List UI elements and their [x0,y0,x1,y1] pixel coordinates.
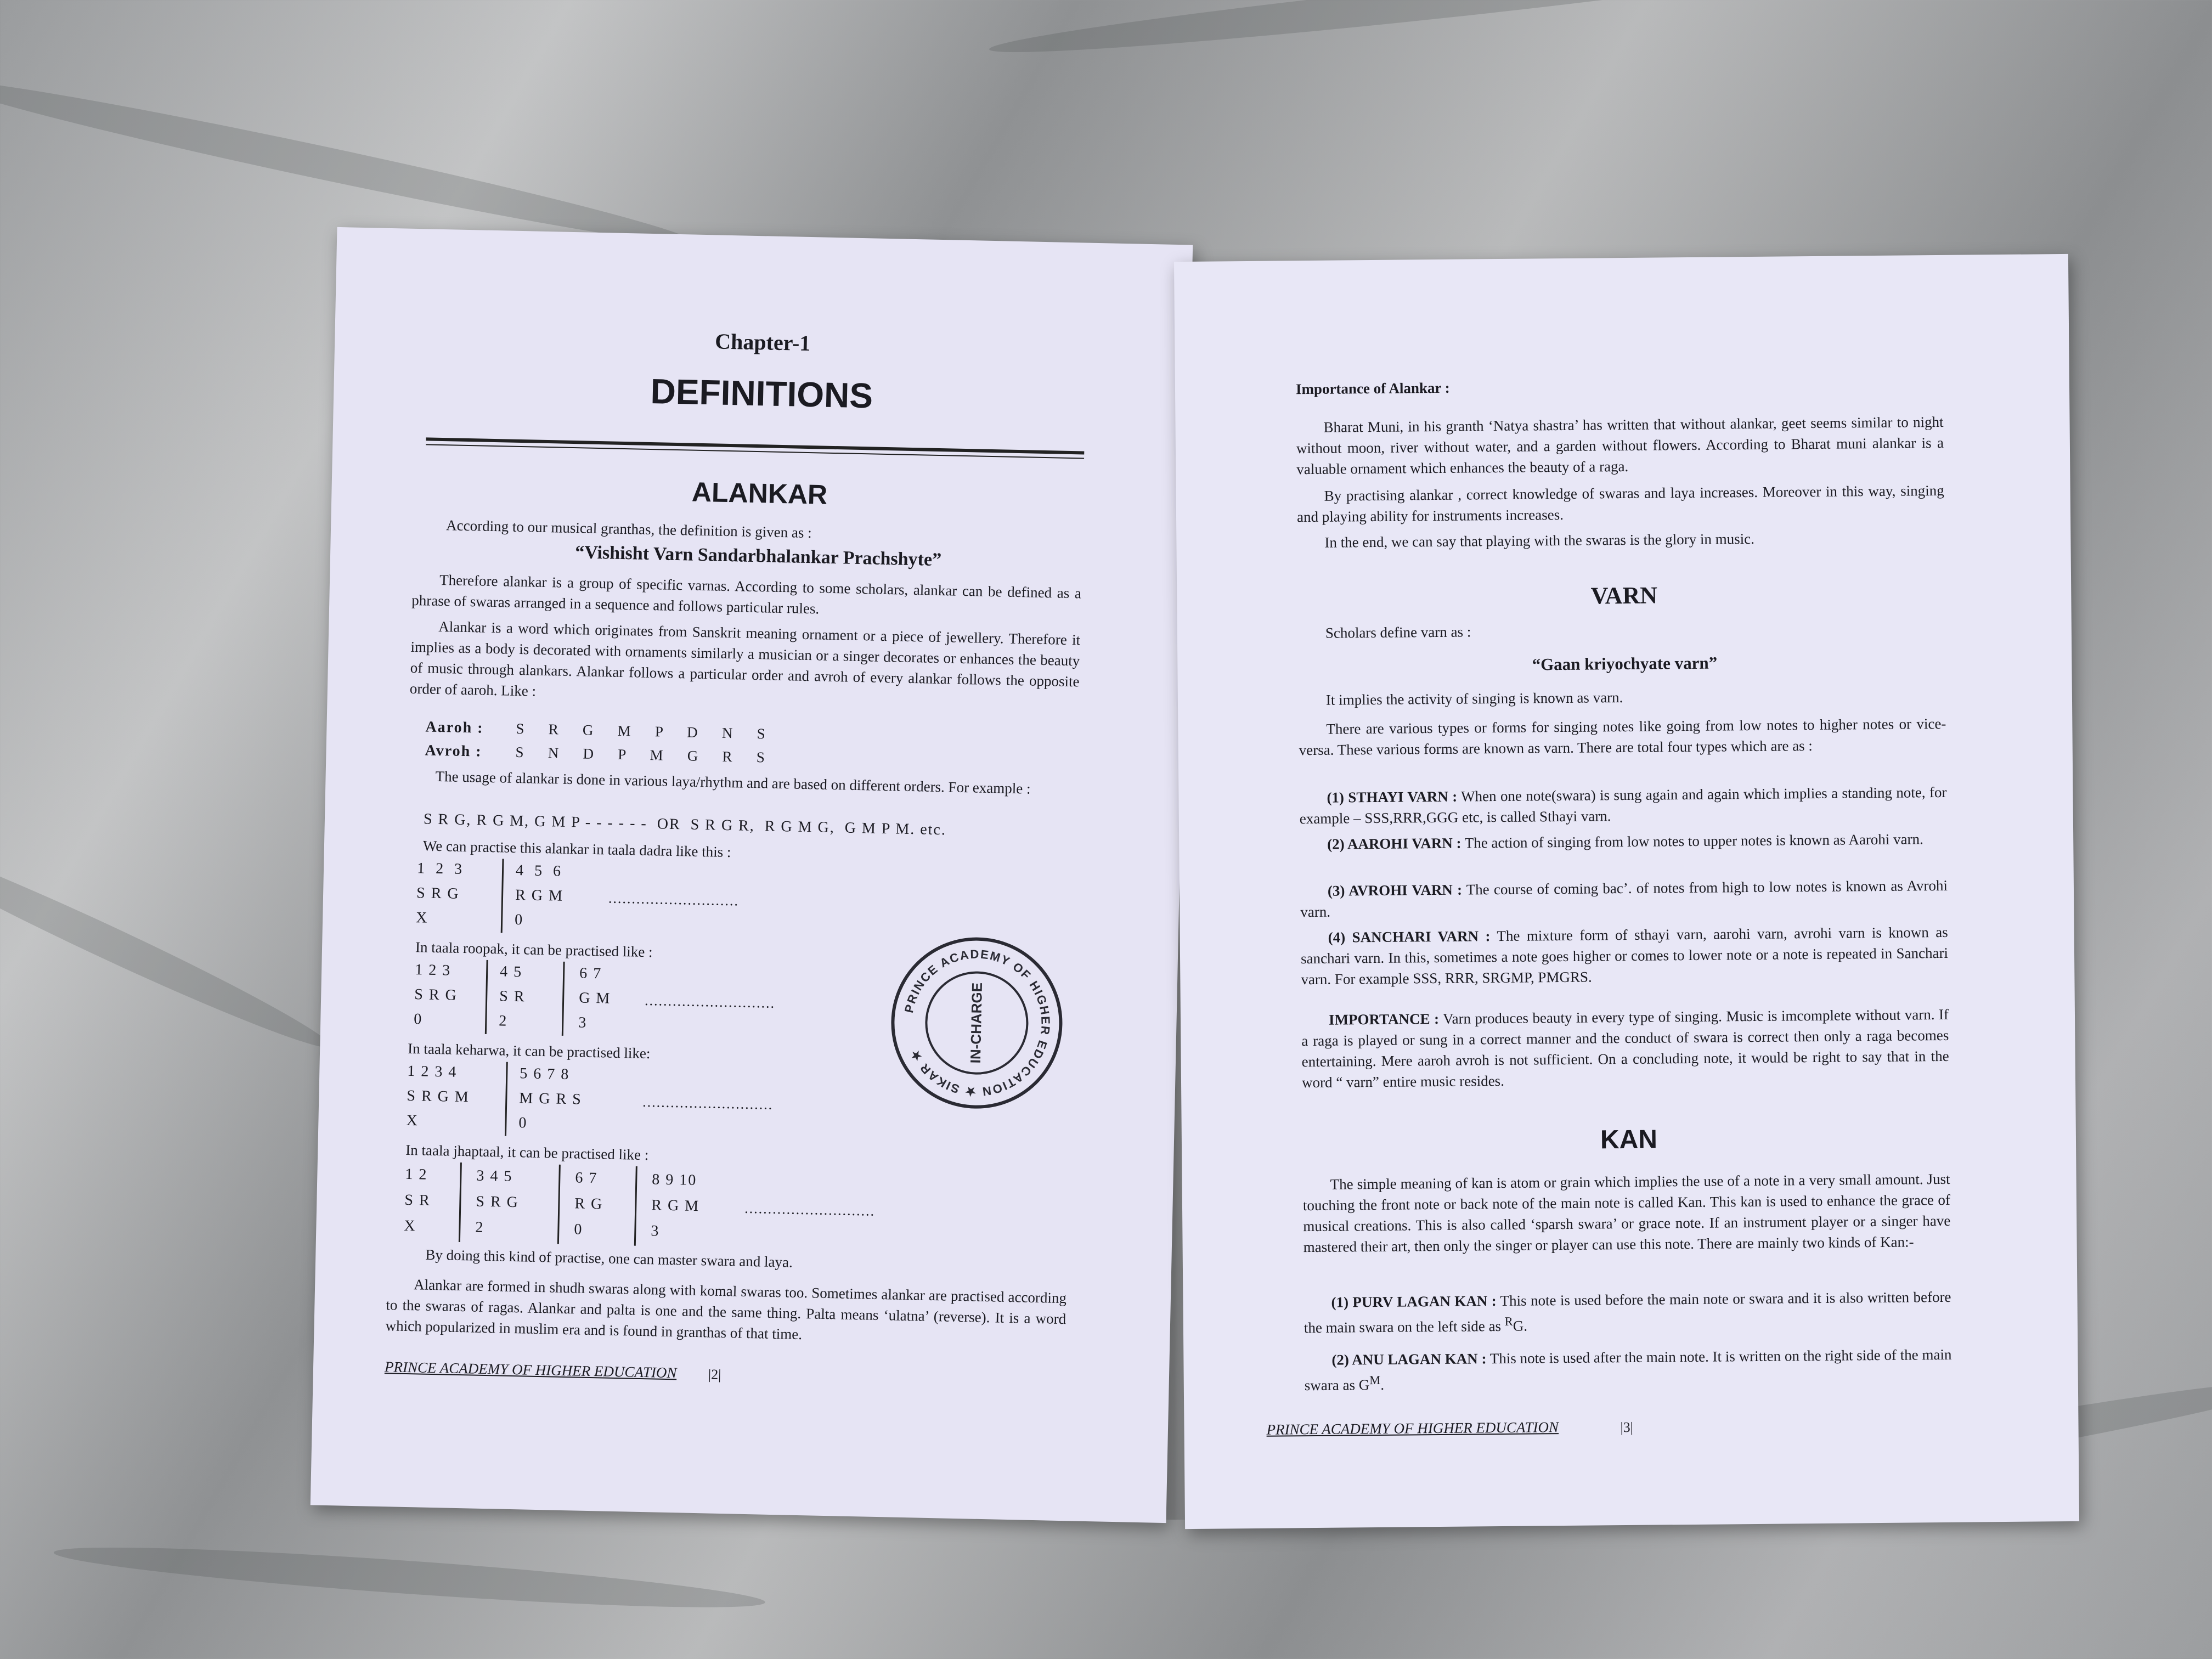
roopak-swaras-1: S R G [414,986,458,1004]
taal-divider [501,859,504,933]
keharwa-swaras-1: S R G M [407,1087,470,1106]
stamp-seal [893,939,1060,1107]
alankar-paragraph-1: Therefore alankar is a group of specific varnas. According to some scholars, alankar can be defined as a phrase of swaras arranged in a sequence and follows particular rules. [411,571,1082,617]
jhaptaal-swaras-1: S R [404,1191,431,1209]
roopak-beats-2: 4 5 [499,963,523,981]
taal-divider [557,1165,561,1244]
alankar-paragraph-2: Alankar is a word which originates from Sanskrit meaning ornament or a piece of jewellery. Therefore it implies as a body is decorated with ornaments similarly a musician or a singer decorates or enhances the beauty of music through alankars. Alankar follows a particular order and avroh of every alankar follows the opposite order of aaroh. Like : [409,618,1081,699]
roopak-mark-2: 2 [499,1012,508,1030]
varn-type-sthayi [1299,782,1947,829]
jhaptaal-swaras-4: R G M [651,1197,700,1215]
alankar-intro: According to our musical granthas, the definition is given as : [445,517,812,541]
roopak-continuation: ............................ [644,992,776,1011]
varn-type-aarohi [1300,828,1947,855]
svg-text:IN-CHARGE: IN-CHARGE [967,982,985,1064]
taal-divider [634,1166,637,1246]
marble-vein [988,0,1864,66]
aaroh-label: Aaroh : [425,718,484,737]
chapter-label: Chapter-1 [714,329,811,356]
varn-importance-text: Varn produces beauty in every type of singing. Music is imcomplete without varn. If a raga is played or sung in a correct manner and the conduct of swara is correct then only a raga becomes entertaining. Mere aaroh avroh is not sufficient. On a concluding note, it would be right to say that in the word “ varn” entire music resides. [1301,1006,1949,1091]
keharwa-swaras-2: M G R S [519,1090,583,1108]
roopak-swaras-2: S R [499,988,526,1006]
kan-type-text: This note is used before the main note or swara and it is also written before the main swara on the left side as [1304,1288,1951,1336]
jhaptaal-swaras-2: S R G [476,1193,520,1211]
section-title-alankar: ALANKAR [691,476,828,510]
dadra-mark-2: 0 [514,911,524,929]
example-pattern: S R G, R G M, G M P - - - - - - OR S R G R, R G M G, G M P M. etc. [423,810,947,839]
jhaptaal-continuation: ............................ [744,1200,876,1219]
marble-vein [53,1536,766,1619]
svg-text:PRINCE ACADEMY OF HIGHER EDUCA: PRINCE ACADEMY OF HIGHER EDUCATION ★ SIKAR ★ [901,947,1053,1099]
kan-type-label: (1) PURV LAGAN KAN : [1331,1293,1497,1311]
keharwa-beats-2: 5 6 7 8 [520,1065,570,1084]
varn-quote: “Gaan kriyochyate varn” [1532,653,1718,674]
alankar-paragraph-5: Alankar are formed in shudh swaras along with komal swaras too. Sometimes alankar are practised according to the swaras of ragas. Alankar and palta is one and the same thing. Palta means ‘ulatna’ (reverse). It is a word which popularized in muslim era and is found in granthas of that time. [385,1276,1067,1343]
roopak-beats-1: 1 2 3 [414,961,452,979]
varn-paragraph-1: It implies the activity of singing is known as varn. [1325,689,1623,708]
jhaptaal-swaras-3: R G [574,1195,603,1213]
page-number: |3| [1620,1419,1634,1436]
varn-type-avrohi [1300,875,1948,922]
jhaptaal-intro: In taala jhaptaal, it can be practised like : [405,1141,649,1164]
jhaptaal-beats-2: 3 4 5 [476,1167,513,1185]
importance-paragraph-3: In the end, we can say that playing with the swaras is the glory in music. [1324,530,1755,551]
aaroh-notes: S R G M P D N S [516,720,769,742]
taal-divider [562,962,565,1036]
dadra-beats-2: 4 5 6 [515,861,562,880]
varn-type-text: The action of singing from low notes to upper notes is known as Aarohi varn. [1464,831,1923,851]
dadra-continuation: ............................ [608,890,740,909]
varn-paragraph-2: There are various types or forms for singing notes like going from low notes to higher notes or vice-versa. These various forms are known as varn. There are total four types which are as : [1299,715,1946,759]
varn-type-label: (4) SANCHARI VARN : [1328,928,1491,946]
roopak-mark-1: 0 [414,1011,423,1028]
practise-note: By doing this kind of practise, one can master swara and laya. [425,1246,793,1271]
kan-type-anu [1304,1344,1952,1396]
kan-end: . [1380,1376,1385,1393]
importance-paragraph-2: By practising alankar , correct knowledge of swaras and laya increases. Moreover in this way, singing and playing ability for instruments increases. [1296,482,1944,526]
varn-importance [1301,1004,1949,1093]
jhaptaal-mark-2: 2 [475,1218,484,1236]
keharwa-intro: In taala keharwa, it can be practised like: [407,1040,651,1062]
dadra-intro: We can practise this alankar in taala dadra like this : [422,837,731,861]
avroh-notes: S N D P M G R S [515,743,769,766]
varn-type-label: (1) STHAYI VARN : [1327,788,1458,806]
kan-type-text: This note is used after the main note. It is written on the right side of the main swara as G [1304,1346,1952,1394]
jhaptaal-mark-3: 0 [574,1221,583,1238]
roopak-mark-3: 3 [578,1014,588,1031]
section-title-varn: VARN [1590,582,1658,610]
dadra-swaras-1: S R G [416,884,460,902]
kan-superscript: R [1504,1314,1513,1328]
footer-academy: PRINCE ACADEMY OF HIGHER EDUCATION [384,1358,677,1381]
keharwa-continuation: ............................ [642,1093,774,1113]
institution-stamp [889,935,1064,1110]
importance-paragraph-1: Bharat Muni, in his granth ‘Natya shastra’ has written that without alankar, geet seems similar to night without moon, river without water, and a garden without flowers. According to Bharat muni alankar is a valuable ornament which enhances the beauty of a raga. [1296,413,1944,478]
jhaptaal-beats-4: 8 9 10 [652,1171,697,1189]
kan-type-label: (2) ANU LAGAN KAN : [1331,1350,1487,1368]
right-page [1174,254,2079,1529]
page-title: DEFINITIONS [650,371,873,416]
left-page [311,227,1193,1523]
marble-vein [0,823,338,1062]
kan-paragraph-1: The simple meaning of kan is atom or grain which implies the use of a note in a very small amount. Just touching the front note or back note of the main note is called Kan. This kan is used to enhance the grace of musical creations. This is also called ‘sparsh swara’ or grace note. If an instrument player or a singer have mastered their art, then only the singer or player can use this note. There are mainly two kinds of Kan:- [1302,1170,1951,1256]
roopak-beats-3: 6 7 [579,964,602,983]
dadra-mark-1: X [415,909,428,927]
varn-type-text: The course of coming bac’. of notes from high to low notes is known as Avrohi varn. [1300,877,1948,921]
kan-type-purv [1304,1286,1951,1338]
varn-type-sanchari [1301,922,1949,990]
jhaptaal-mark-1: X [404,1217,417,1235]
importance-heading: Importance of Alankar : [1295,379,1450,398]
varn-type-text: The mixture form of sthayi varn, aarohi varn, avrohi varn is known as sanchari varn. In this, sometimes a note goes higher or comes to lower note or a note is repeated in Sanchari varn. For example SSS, RRR, SRGMP, PMGRS. [1300,923,1949,988]
roopak-swaras-3: G M [578,989,611,1007]
jhaptaal-beats-1: 1 2 [405,1165,428,1183]
dadra-beats-1: 1 2 3 [416,860,464,878]
keharwa-mark-2: 0 [518,1114,528,1132]
dadra-swaras-2: R G M [515,886,564,905]
kan-superscript: M [1369,1373,1381,1387]
taal-divider [505,1062,508,1136]
varn-type-label: (2) AAROHI VARN : [1327,834,1462,853]
section-title-kan: KAN [1600,1125,1658,1155]
taal-divider [485,960,488,1034]
varn-type-text: When one note(swara) is sung again and again which implies a standing note, for example – SSS,RRR,GGG etc, is called Sthayi varn. [1299,783,1947,827]
keharwa-beats-1: 1 2 3 4 [407,1062,458,1081]
kan-main-note: G. [1513,1317,1528,1334]
keharwa-mark-1: X [406,1111,419,1130]
footer-academy: PRINCE ACADEMY OF HIGHER EDUCATION [1266,1419,1559,1438]
avroh-label: Avroh : [425,742,482,760]
roopak-intro: In taala roopak, it can be practised like : [415,939,653,961]
alankar-quote: “Vishisht Varn Sandarbhalankar Prachshyte” [574,542,942,571]
page-number: |2| [708,1366,721,1383]
jhaptaal-beats-3: 6 7 [575,1169,598,1187]
varn-intro: Scholars define varn as : [1325,623,1471,641]
jhaptaal-mark-4: 3 [651,1222,660,1240]
taal-divider [459,1163,462,1242]
varn-type-label: (3) AVROHI VARN : [1327,881,1463,899]
alankar-paragraph-3: The usage of alankar is done in various laya/rhythm and are based on different orders. For example : [435,768,1031,797]
varn-importance-label: IMPORTANCE : [1328,1010,1440,1028]
